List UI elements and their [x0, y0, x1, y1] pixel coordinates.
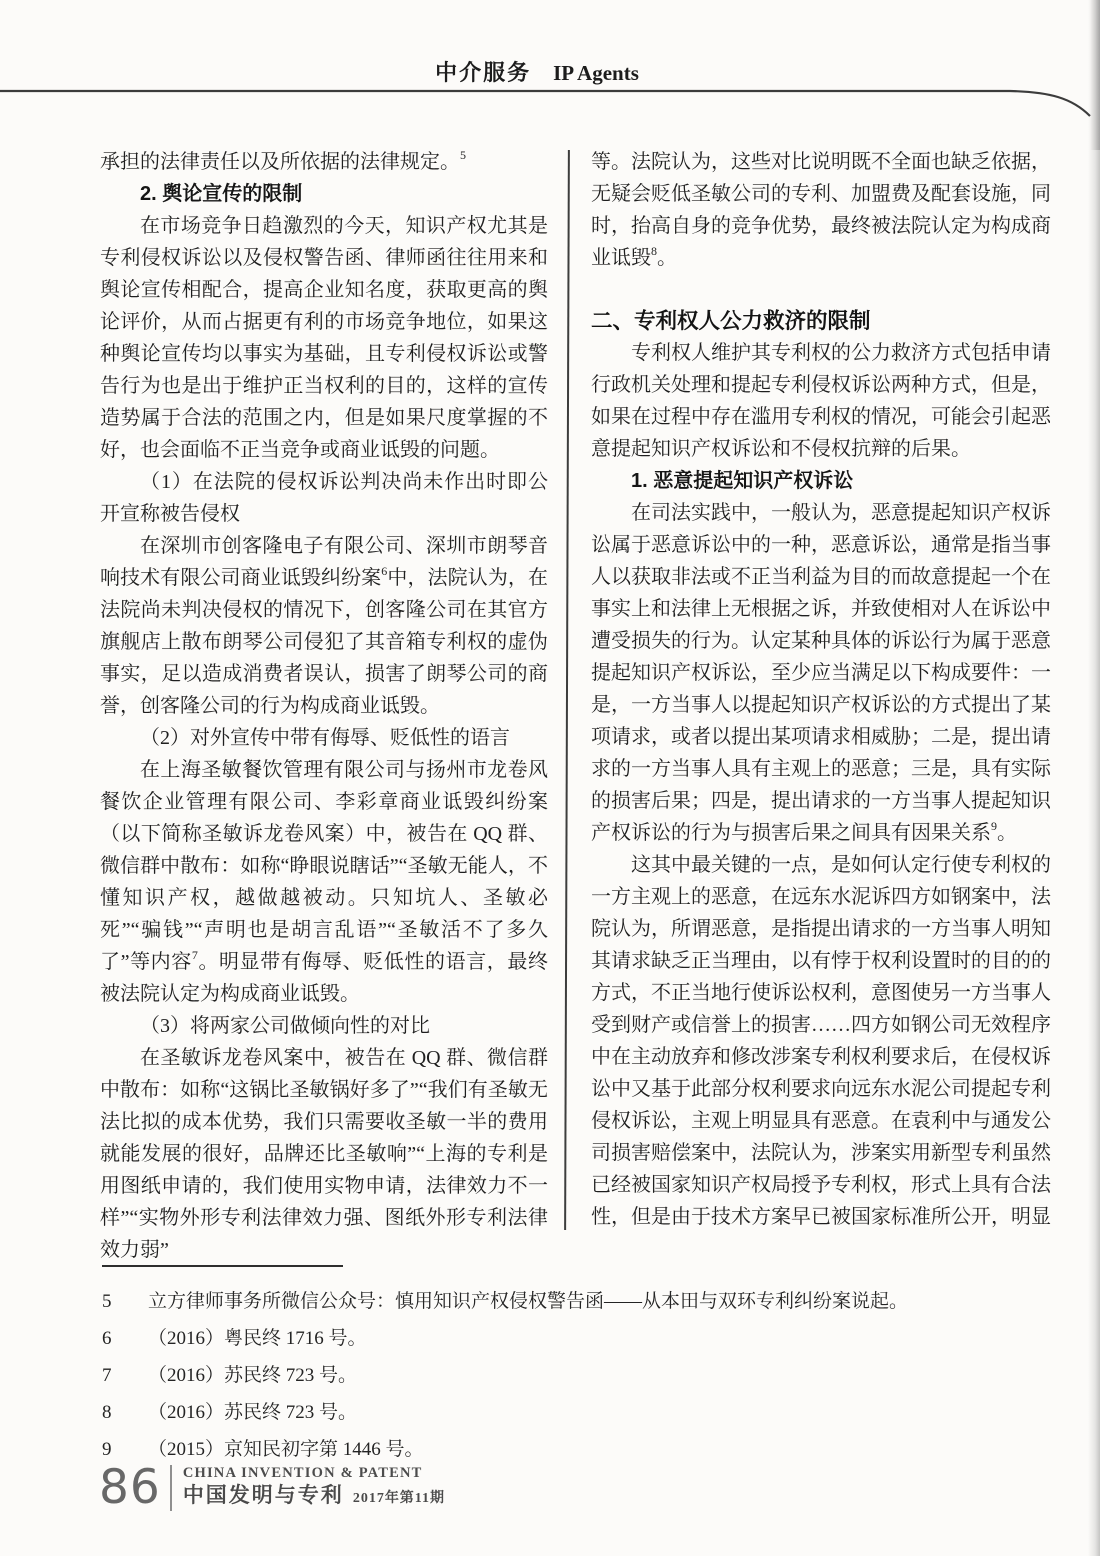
scan-edge-shadow	[1088, 0, 1100, 1556]
journal-title-en: CHINA INVENTION & PATENT	[182, 1465, 423, 1481]
right-column	[591, 146, 1051, 1233]
paragraph: 在深圳市创客隆电子有限公司、深圳市朗琴音响技术有限公司商业诋毁纠纷案$^6$中，法院认为，在法院尚未判决侵权的情况下，创客隆公司在其官方旗舰店上散布朗琴公司侵犯了其音箱专利权的虚伪事实，足以造成消费者误认，损害了朗琴公司的商誉，创客隆公司的行为构成商业诋毁。	[100, 535, 549, 717]
paragraph: （3）将两家公司做倾向性的对比	[140, 1015, 430, 1037]
footnote-reference: 9	[991, 819, 997, 834]
page-footer	[99, 1460, 446, 1515]
footnote-item	[102, 1431, 1002, 1468]
footnote-text: （2016）粤民终 1716 号。	[148, 1328, 367, 1349]
paragraph: 这其中最关键的一点，是如何认定行使专利权的一方主观上的恶意，在远东水泥诉四方如钢案中，法院认为，所谓恶意，是指提出请求的一方当事人明知其请求缺乏正当理由，以有悖于权利设置时的目的的方式，不正当地行使诉讼权利，意图使另一方当事人受到财产或信誉上的损害……四方如钢公司无效程序中在主动放弃和修改涉案专利权利要求后，在侵权诉讼中又基于此部分权利要求向远东水泥公司提起专利侵权诉讼，主观上明显具有恶意。在袁利中与通发公司损害赔偿案中，法院认为，涉案实用新型专利虽然已经被国家知识产权局授予专利权，形式上具有合法性，但是由于技术方案早已被国家标准所公开，明显	[591, 854, 1051, 1228]
footnote-reference: 7	[191, 948, 198, 963]
footnote-item	[102, 1357, 1002, 1394]
footnote-text: （2016）苏民终 723 号。	[148, 1365, 358, 1386]
page-number: 86	[99, 1460, 161, 1515]
paragraph: 等。法院认为，这些对比说明既不全面也缺乏依据，无疑会贬低圣敏公司的专利、加盟费及配套设施，同时，抬高自身的竞争优势，最终被法院认定为构成商业诋毁$^8$。	[591, 151, 1051, 269]
footnote-text: （2015）京知民初字第 1446 号。	[148, 1439, 424, 1460]
paragraph: （1）在法院的侵权诉讼判决尚未作出时即公开宣称被告侵权	[100, 471, 548, 525]
paragraph: （2）对外宣传中带有侮辱、贬低性的语言	[140, 727, 510, 749]
paragraph: 在市场竞争日趋激烈的今天，知识产权尤其是专利侵权诉讼以及侵权警告函、律师函往往用来和舆论宣传相配合，提高企业知名度，获取更高的舆论评价，从而占据更有利的市场竞争地位，如果这种舆论宣传均以事实为基础，且专利侵权诉讼或警告行为也是出于维护正当权利的目的，这样的宣传造势属于合法的范围之内，但是如果尺度掌握的不好，也会面临不正当竞争或商业诋毁的问题。	[100, 215, 548, 461]
running-head-cn: 中介服务	[435, 60, 532, 85]
journal-title-block	[183, 1464, 445, 1511]
footnote-text: （2016）苏民终 723 号。	[148, 1402, 358, 1423]
footnote-number: 8	[102, 1402, 112, 1423]
footnote-reference: 5	[460, 148, 466, 163]
paragraph: 在司法实践中，一般认为，恶意提起知识产权诉讼属于恶意诉讼中的一种，恶意诉讼，通常是指当事人以获取非法或不正当利益为目的而故意提起一个在事实上和法律上无根据之诉，并致使相对人在诉讼中遭受损失的行为。认定某种具体的诉讼行为属于恶意提起知识产权诉讼，至少应当满足以下构成要件：一是，一方当事人以提起知识产权诉讼的方式提出了某项请求，或者以提出某项请求相威胁；二是，提出请求的一方当事人具有主观上的恶意；三是，具有实际的损害后果；四是，提出请求的一方当事人提起知识产权诉讼的行为与损害后果之间具有因果关系$^9$。	[591, 502, 1051, 844]
footnote-number: 9	[102, 1439, 112, 1460]
footer-divider	[170, 1465, 172, 1511]
footnote-text: 立方律师事务所微信公众号：慎用知识产权侵权警告函——从本田与双环专利纠纷案说起。	[148, 1291, 909, 1312]
footnote-item	[102, 1320, 1002, 1357]
paragraph: 在上海圣敏餐饮管理有限公司与扬州市龙卷风餐饮企业管理有限公司、李彩章商业诋毁纠纷案（以下简称圣敏诉龙卷风案）中，被告在 QQ 群、微信群中散布：如称“睁眼说瞎话”“圣敏无能人，不懂知识产权，越做越被动。只知坑人、圣敏必死”“骗钱”“声明也是胡言乱语”“圣敏活不了多久了”等内容$^7$。明显带有侮辱、贬低性的语言，最终被法院认定为构成商业诋毁。	[100, 759, 548, 1005]
section-heading: 1. 恶意提起知识产权诉讼	[631, 470, 854, 492]
section-heading: 二、专利权人公力救济的限制	[591, 309, 871, 333]
running-head-en: IP Agents	[553, 61, 639, 85]
left-column	[100, 146, 548, 1266]
section-heading: 2. 舆论宣传的限制	[140, 183, 303, 205]
journal-title-cn: 中国发明与专利	[182, 1483, 344, 1507]
header-rule	[0, 80, 1100, 120]
footnote-number: 6	[102, 1328, 112, 1349]
footnote-reference: 6	[381, 564, 388, 579]
column-divider	[564, 150, 570, 1230]
paragraph: 在圣敏诉龙卷风案中，被告在 QQ 群、微信群中散布：如称“这锅比圣敏锅好多了”“我们有圣敏无法比拟的成本优势，我们只需要收圣敏一半的费用就能发展的很好，品牌还比圣敏响”“上海的专利是用图纸申请的，我们使用实物申请，法律效力不一样”“实物外形专利法律效力强、图纸外形专利法律效力弱”	[100, 1047, 548, 1261]
paragraph: 承担的法律责任以及所依据的法律规定。$^5$	[100, 148, 466, 173]
footnote-rule	[102, 1265, 343, 1267]
footnote-reference: 8	[651, 244, 657, 259]
journal-issue: 2017年第11期	[352, 1491, 446, 1506]
footnote-number: 7	[102, 1365, 112, 1386]
footnote-number: 5	[102, 1291, 112, 1312]
footnote-item	[102, 1394, 1002, 1431]
footnotes-list	[102, 1283, 1002, 1468]
paragraph: 专利权人维护其专利权的公力救济方式包括申请行政机关处理和提起专利侵权诉讼两种方式，但是，如果在过程中存在滥用专利权的情况，可能会引起恶意提起知识产权诉讼和不侵权抗辩的后果。	[591, 342, 1051, 460]
footnote-item	[102, 1283, 1002, 1320]
